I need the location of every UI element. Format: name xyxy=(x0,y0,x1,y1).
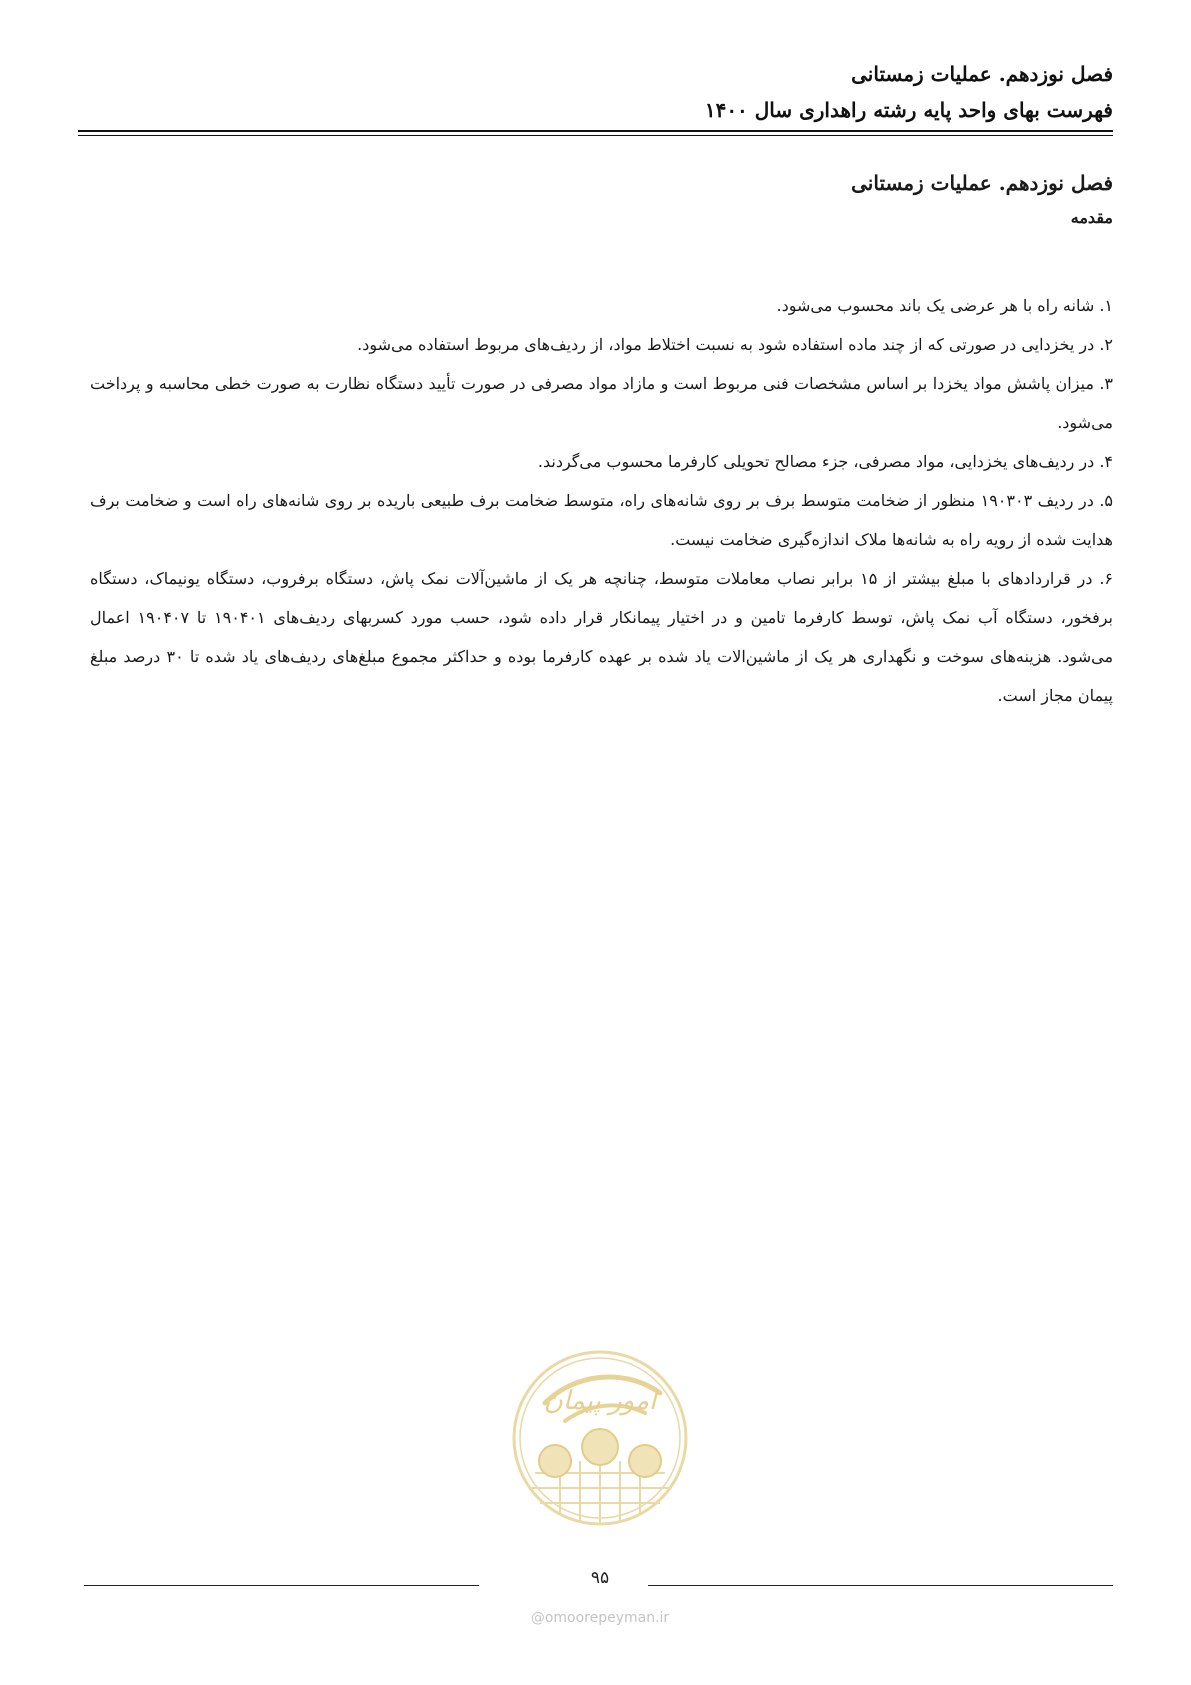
svg-text:امور پیمان: امور پیمان xyxy=(543,1386,657,1416)
header-divider xyxy=(78,130,1113,136)
watermark-logo-icon xyxy=(505,1343,695,1533)
footer-divider-right xyxy=(648,1585,1113,1586)
note-item-2: ۲. در یخزدایی در صورتی که از چند ماده استفاده شود به نسبت اختلاط مواد، از ردیف‌های مربوط استفاده می‌شود. xyxy=(357,335,1113,354)
document-header: فهرست بهای واحد پایه رشته راهداری سال ۱۴۰۰ xyxy=(704,98,1113,122)
note-item-1: ۱. شانه راه با هر عرضی یک باند محسوب می‌شود. xyxy=(776,296,1113,315)
section-title: فصل نوزدهم. عملیات زمستانی xyxy=(851,171,1113,195)
note-item-6: ۶. در قراردادهای با مبلغ بیشتر از ۱۵ برابر نصاب معاملات متوسط، چنانچه هر یک از ماشین‌آلات نمک پاش، دستگاه برفروب، دستگاه یونیماک، دستگاه برفخور، دستگاه آب نمک پاش، توسط کارفرما تامین و در اختیار پیمانکار قرار داده شود، حسب مورد کسربهای ردیف‌های ۱۹۰۴۰۱ تا ۱۹۰۴۰۷ اعمال می‌شود. هزینه‌های سوخت و نگهداری هر یک از ماشین‌الات یاد شده بر عهده کارفرما بوده و حداکثر مجموع مبلغ‌های ردیف‌های یاد شده تا ۳۰ درصد مبلغ پیمان مجاز است. xyxy=(90,569,1114,705)
notes-list xyxy=(90,286,1113,715)
section-subtitle: مقدمه xyxy=(1070,208,1113,227)
note-item-4: ۴. در ردیف‌های یخزدایی، مواد مصرفی، جزء مصالح تحویلی کارفرما محسوب می‌گردند. xyxy=(537,452,1113,471)
note-item-5: ۵. در ردیف ۱۹۰۳۰۳ منظور از ضخامت متوسط برف بر روی شانه‌های راه، متوسط ضخامت برف طبیعی باریده بر روی شانه‌های راه است و ضخامت برف هدایت شده از رویه راه به شانه‌ها ملاک اندازه‌گیری ضخامت نیست. xyxy=(90,491,1113,549)
chapter-header: فصل نوزدهم. عملیات زمستانی xyxy=(851,62,1113,86)
watermark-url: @omoorepeyman.ir xyxy=(530,1610,670,1626)
note-item-3: ۳. میزان پاشش مواد یخزدا بر اساس مشخصات فنی مربوط است و مازاد مواد مصرفی در صورت تأیید دستگاه نظارت به صورت خطی محاسبه و پرداخت می‌شود. xyxy=(90,374,1113,432)
page-header xyxy=(78,56,1113,128)
page-number: ۹۵ xyxy=(590,1568,610,1588)
footer-divider-left xyxy=(84,1585,479,1586)
